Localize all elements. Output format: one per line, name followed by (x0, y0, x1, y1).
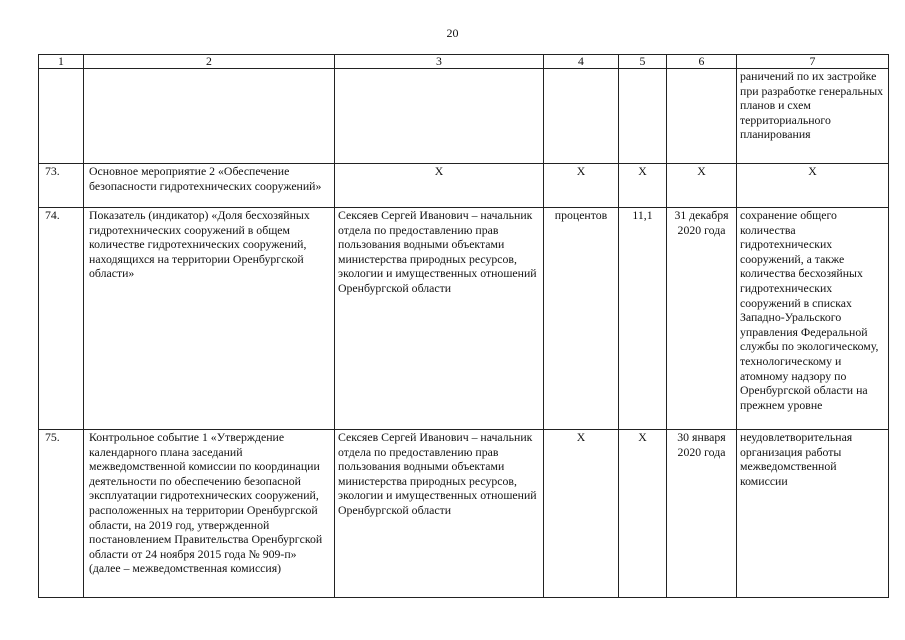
table-row-73 (39, 164, 889, 208)
header-col-5: 5 (619, 55, 667, 69)
cell-date: Х (667, 164, 737, 208)
cell-result: сохранение общего количества гидротехнических сооружений, а также количества бесхозяйных гидротехнических сооружений в списках Западно-Уральского управления Федеральной службы по экологическому, технологическому и атомному надзору по Оренбургской области на прежнем уровне (737, 208, 889, 430)
cell-measure: Показатель (индикатор) «Доля бесхозяйных гидротехнических сооружений в общем количестве гидротехнических сооружений, находящихся на территории Оренбургской области» (84, 208, 335, 430)
cell-number: 73. (39, 164, 84, 208)
cell-result: неудовлетворительная организация работы межведомственной комиссии (737, 430, 889, 598)
cell-responsible: Сексяев Сергей Иванович – начальник отдела по предоставлению прав пользования водными объектами министерства природных ресурсов, экологии и имущественных отношений Оренбургской области (335, 208, 544, 430)
table-row-continuation (39, 69, 889, 164)
header-row (39, 55, 889, 69)
cell-measure: Основное мероприятие 2 «Обеспечение безопасности гидротехнических сооружений» (84, 164, 335, 208)
cell-date: 30 января 2020 года (667, 430, 737, 598)
header-col-7: 7 (737, 55, 889, 69)
measures-table (38, 54, 889, 598)
cell-unit: Х (544, 164, 619, 208)
cell-responsible: Сексяев Сергей Иванович – начальник отдела по предоставлению прав пользования водными объектами министерства природных ресурсов, экологии и имущественных отношений Оренбургской области (335, 430, 544, 598)
cell-result: Х (737, 164, 889, 208)
cell-unit: Х (544, 430, 619, 598)
cell-date: 31 декабря 2020 года (667, 208, 737, 430)
cell-number: 75. (39, 430, 84, 598)
cell-measure: Контрольное событие 1 «Утверждение календарного плана заседаний межведомственной комиссии по координации деятельности по обеспечению безопасной эксплуатации гидротехнических сооружений, расположенных на территории Оренбургской области, на 2019 год, утвержденной постановлением Правительства Оренбургской области от 24 ноября 2015 года № 909-п» (далее – межведомственная комиссия) (84, 430, 335, 598)
header-col-2: 2 (84, 55, 335, 69)
cell-unit: процентов (544, 208, 619, 430)
cell-number: 74. (39, 208, 84, 430)
table-row-74 (39, 208, 889, 430)
header-col-3: 3 (335, 55, 544, 69)
page-number: 20 (446, 26, 459, 40)
cell-value: Х (619, 164, 667, 208)
cell-value: 11,1 (619, 208, 667, 430)
cell-result: раничений по их застройке при разработке генеральных планов и схем территориального планирования (737, 69, 889, 164)
table-row-75 (39, 430, 889, 598)
cell-responsible: Х (335, 164, 544, 208)
header-col-4: 4 (544, 55, 619, 69)
header-col-6: 6 (667, 55, 737, 69)
header-col-1: 1 (39, 55, 84, 69)
cell-value: Х (619, 430, 667, 598)
